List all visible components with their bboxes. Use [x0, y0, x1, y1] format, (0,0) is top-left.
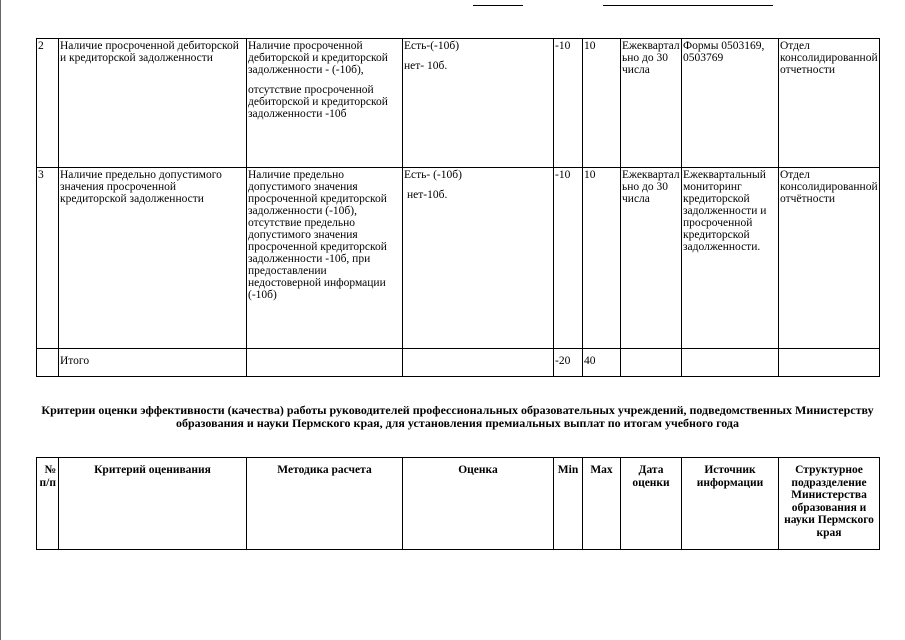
method-cell	[247, 39, 403, 168]
total-min: -20	[554, 349, 583, 377]
max-cell: 10	[583, 39, 621, 168]
dept-cell: Отдел консолидированной отчетности	[779, 39, 880, 168]
min-cell: -10	[554, 39, 583, 168]
table-row	[37, 168, 880, 349]
criteria-table-continued	[36, 38, 880, 377]
total-max: 40	[583, 349, 621, 377]
total-label: Итого	[59, 349, 247, 377]
total-row	[37, 349, 880, 377]
row-number: 3	[37, 168, 59, 349]
date-cell: Ежеквартально до 30 числа	[621, 168, 682, 349]
score-cell	[403, 168, 554, 349]
score-cell	[403, 39, 554, 168]
section-heading: Критерии оценки эффективности (качества) работы руководителей профессиональных образовательных учреждений, подведомственных Министерству образования и науки Пермского края, для установления премиальных выплат по итогам учебного года	[41, 403, 874, 430]
method-text: отсутствие просроченной дебиторской и кредиторской задолженности -10б	[248, 84, 388, 120]
dept-cell: Отдел консолидированной отчётности	[779, 168, 880, 349]
row-number	[37, 349, 59, 377]
score-text: Есть- (-10б)	[404, 169, 462, 181]
header-row	[37, 458, 880, 550]
max-cell: 10	[583, 168, 621, 349]
method-cell: Наличие предельно допустимого значения просроченной кредиторской задолженности (-10б), отсутствие предельно допустимого значения просроченной кредиторской задолженности -10б, при предоставлении недостоверной информации (-10б)	[247, 168, 403, 349]
header-number: № п/п	[37, 458, 59, 550]
row-number: 2	[37, 39, 59, 168]
source-cell: Ежеквартальный мониторинг кредиторской задолженности и просроченной кредиторской задолженности.	[682, 168, 779, 349]
top-rule-right	[603, 5, 773, 6]
header-method: Методика расчета	[247, 458, 403, 550]
method-text: Наличие просроченной дебиторской и кредиторской задолженности - (-10б),	[248, 40, 388, 76]
header-date: Дата оценки	[621, 458, 682, 550]
source-cell: Формы 0503169, 0503769	[682, 39, 779, 168]
dept-cell	[779, 349, 880, 377]
header-criterion: Критерий оценивания	[59, 458, 247, 550]
method-cell	[247, 349, 403, 377]
date-cell	[621, 349, 682, 377]
criteria-header-table	[36, 457, 880, 550]
score-cell	[403, 349, 554, 377]
source-cell	[682, 349, 779, 377]
header-dept: Структурное подразделение Министерства образования и науки Пермского края	[779, 458, 880, 550]
date-cell: Ежеквартально до 30 числа	[621, 39, 682, 168]
score-text: нет- 10б.	[404, 60, 448, 72]
score-text: Есть-(-10б)	[404, 40, 460, 52]
top-rule-left	[473, 5, 523, 6]
page-edge	[0, 0, 1, 640]
table-row	[37, 39, 880, 168]
criterion-cell: Наличие просроченной дебиторской и кредиторской задолженности	[59, 39, 247, 168]
header-min: Min	[554, 458, 583, 550]
header-max: Max	[583, 458, 621, 550]
header-source: Источник информации	[682, 458, 779, 550]
criterion-cell: Наличие предельно допустимого значения просроченной кредиторской задолженности	[59, 168, 247, 349]
header-score: Оценка	[403, 458, 554, 550]
score-text: нет-10б.	[407, 189, 448, 201]
min-cell: -10	[554, 168, 583, 349]
